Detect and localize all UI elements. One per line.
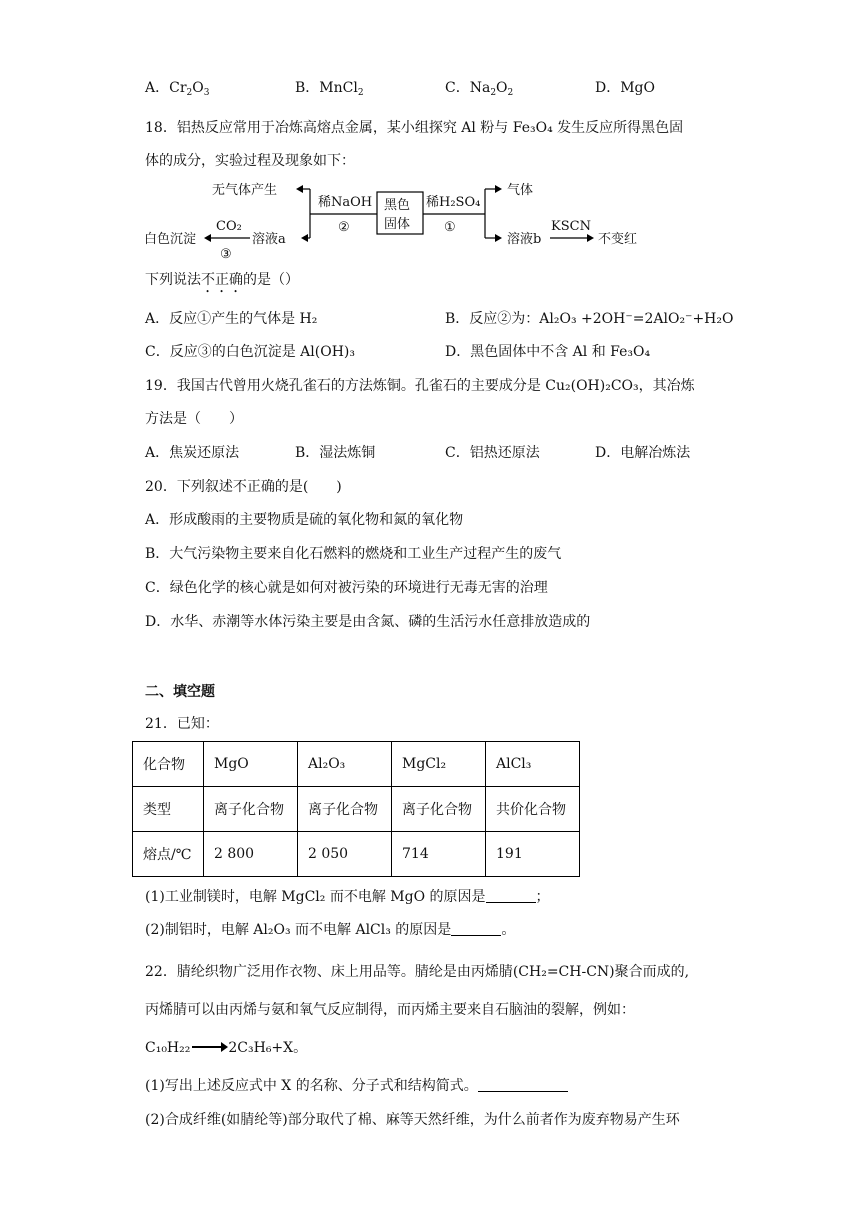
flow-kscn: KSCN [551, 219, 591, 234]
flow-step-3: ③ [220, 247, 232, 262]
table-cell: 熔点/℃ [133, 832, 204, 877]
table-row [133, 742, 580, 787]
table-cell: 离子化合物 [392, 787, 486, 832]
table-cell: 类型 [133, 787, 204, 832]
q20-option-c: C．绿色化学的核心就是如何对被污染的环境进行无毒无害的治理 [145, 580, 548, 596]
table-cell: 191 [486, 832, 580, 877]
q18-question: 下列说法不正确的是（） [145, 272, 299, 288]
q20-stem: 20．下列叙述不正确的是( ) [145, 479, 342, 495]
flow-black-solid-2: 固体 [384, 217, 411, 232]
q19-option-c: C．铝热还原法 [445, 445, 540, 461]
table-cell: 离子化合物 [204, 787, 298, 832]
flow-naoh: 稀NaOH [318, 195, 373, 210]
q21-compound-table [132, 741, 580, 877]
q18-option-d: D．黑色固体中不含 Al 和 Fe₃O₄ [445, 344, 651, 360]
q22-part2: (2)合成纤维(如腈纶等)部分取代了棉、麻等天然纤维，为什么前者作为废弃物易产生环 [145, 1112, 680, 1128]
q18-option-a: A．反应①产生的气体是 H₂ [145, 311, 318, 327]
flow-black-solid-1: 黑色 [384, 198, 411, 213]
flow-co2: CO₂ [216, 219, 242, 234]
q17-option-a: A．$Cr_2O_3$ [145, 80, 210, 98]
q19-option-b: B．湿法炼铜 [295, 445, 376, 461]
q19-stem-line2: 方法是（ ） [145, 411, 243, 427]
q17-option-c: C．$Na_2O_2$ [445, 80, 514, 98]
reaction-arrow-icon [192, 1046, 226, 1048]
table-cell: 离子化合物 [298, 787, 392, 832]
acrylonitrile-formula: CH₂=CH-CN [518, 964, 610, 980]
q21-part2: (2)制铝时，电解 Al₂O₃ 而不电解 AlCl₃ 的原因是 。 [145, 922, 516, 938]
table-row [133, 832, 580, 877]
q17-option-d: D．MgO [595, 80, 655, 96]
flow-solution-b: 溶液b [507, 232, 542, 247]
answer-blank[interactable] [478, 1077, 568, 1092]
table-row [133, 787, 580, 832]
q18-flow-diagram [140, 176, 660, 266]
answer-blank[interactable] [451, 921, 501, 936]
q19-option-a: A．焦炭还原法 [145, 445, 240, 461]
q20-option-a: A．形成酸雨的主要物质是硫的氧化物和氮的氧化物 [145, 512, 464, 528]
table-cell: Al₂O₃ [298, 742, 392, 787]
flow-h2so4: 稀H₂SO₄ [426, 195, 481, 210]
table-cell: 714 [392, 832, 486, 877]
q18-stem-line2: 体的成分，实验过程及现象如下： [145, 153, 355, 169]
q19-stem-line1: 19．我国古代曾用火烧孔雀石的方法炼铜。孔雀石的主要成分是 Cu₂(OH)₂CO₃，其冶炼 [145, 378, 695, 394]
q22-stem-line2: 丙烯腈可以由丙烯与氨和氧气反应制得，而丙烯主要来自石脑油的裂解，例如： [145, 1002, 635, 1018]
q21-intro: 21．已知： [145, 716, 219, 732]
table-cell: 2 800 [204, 832, 298, 877]
q19-option-d: D．电解冶炼法 [595, 445, 691, 461]
q20-option-d: D．水华、赤潮等水体污染主要是由含氮、磷的生活污水任意排放造成的 [145, 614, 591, 630]
q21-part1: (1)工业制镁时，电解 MgCl₂ 而不电解 MgO 的原因是 ； [145, 889, 550, 905]
flow-solution-a: 溶液a [252, 232, 286, 247]
table-cell: 化合物 [133, 742, 204, 787]
answer-blank[interactable] [486, 888, 536, 903]
flow-step-1: ① [444, 220, 456, 235]
table-cell: AlCl₃ [486, 742, 580, 787]
table-cell: MgCl₂ [392, 742, 486, 787]
section-title-fill-blank: 二、填空题 [145, 684, 215, 700]
flow-no-red: 不变红 [598, 232, 638, 247]
flow-step-2: ② [338, 220, 350, 235]
q18-option-b: B．反应②为：Al₂O₃ +2OH⁻=2AlO₂⁻+H₂O [445, 311, 734, 327]
table-cell: 共价化合物 [486, 787, 580, 832]
q18-option-c: C．反应③的白色沉淀是 Al(OH)₃ [145, 344, 355, 360]
q22-stem-line1: 22．腈纶织物广泛用作衣物、床上用品等。腈纶是由丙烯腈(CH₂=CH-CN)聚合而成的, [145, 964, 690, 980]
flow-white-precipitate: 白色沉淀 [144, 232, 197, 247]
q22-part1: (1)写出上述反应式中 X 的名称、分子式和结构简式。 [145, 1076, 568, 1096]
q20-option-b: B．大气污染物主要来自化石燃料的燃烧和工业生产过程产生的废气 [145, 546, 562, 562]
q17-option-b: B．MnCl$_2$ [295, 80, 364, 98]
table-cell: MgO [204, 742, 298, 787]
q18-stem-line1: 18．铝热反应常用于冶炼高熔点金属，某小组探究 Al 粉与 Fe₃O₄ 发生反应所得黑色固 [145, 120, 684, 136]
flow-no-gas: 无气体产生 [212, 183, 278, 198]
q22-equation: C₁₀H₂₂ 2C₃H₆+X。 [145, 1040, 308, 1056]
table-cell: 2 050 [298, 832, 392, 877]
flow-gas: 气体 [507, 183, 534, 198]
